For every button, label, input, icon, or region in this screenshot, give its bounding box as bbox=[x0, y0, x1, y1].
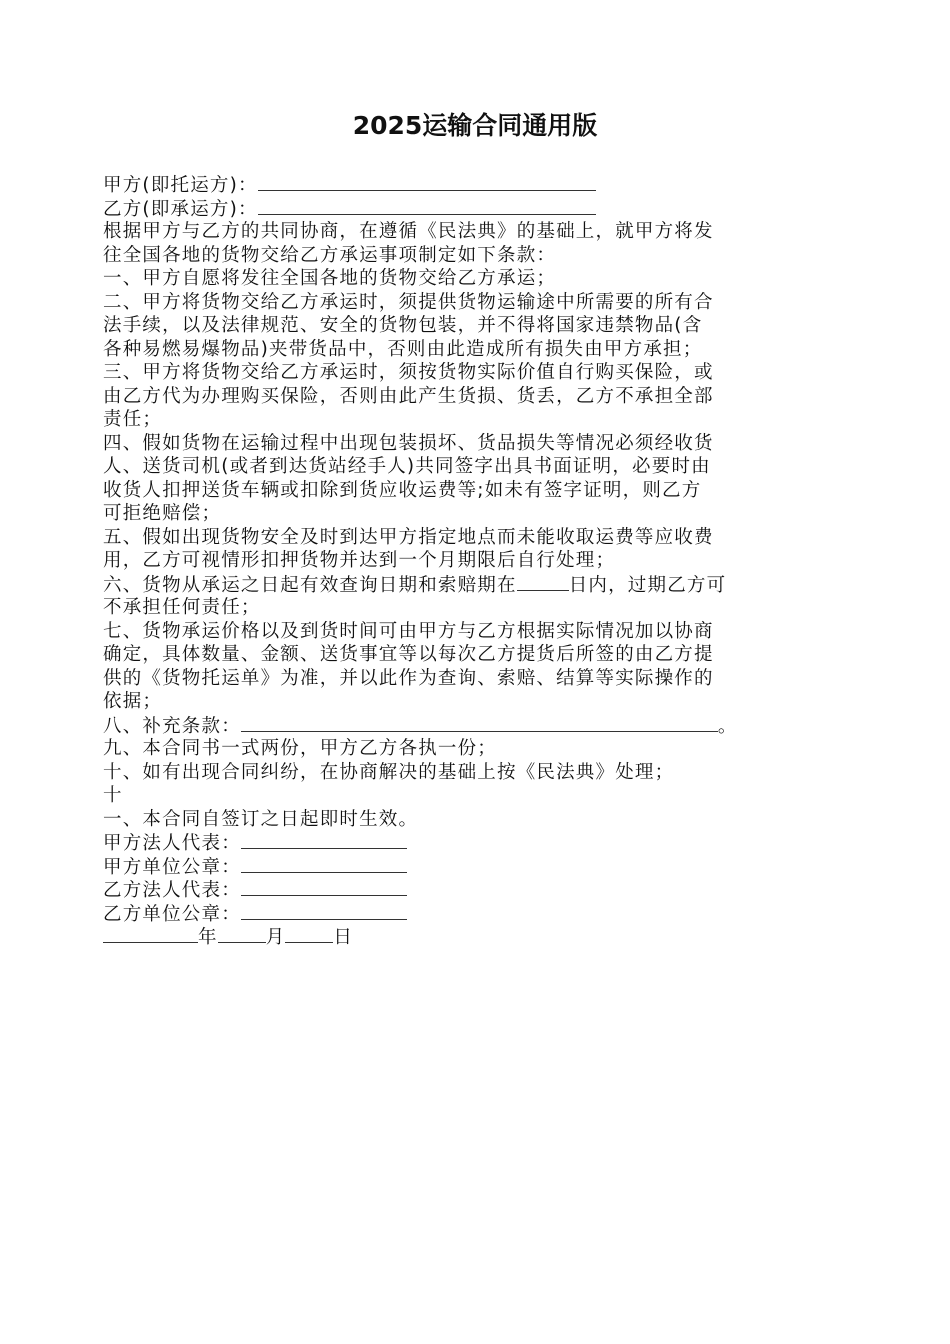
sig-a-seal-line bbox=[103, 855, 849, 879]
sig-b-seal-label: 乙方单位公章： bbox=[103, 903, 241, 925]
clause-4-line-2: 人、送货司机(或者到达货站经手人)共同签字出具书面证明，必要时由 bbox=[103, 456, 711, 477]
party-a-line bbox=[103, 173, 849, 197]
clause-3-line-1: 三、甲方将货物交给乙方承运时，须按货物实际价值自行购买保险，或 bbox=[103, 362, 714, 383]
clause-4-line-3: 收货人扣押送货车辆或扣除到货应收运费等;如未有签字证明，则乙方 bbox=[103, 479, 702, 501]
clause-1: 一、甲方自愿将发往全国各地的货物交给乙方承运； bbox=[103, 268, 557, 289]
year-blank bbox=[103, 925, 198, 943]
clause-11-line-1: 十 bbox=[103, 785, 123, 806]
party-a-blank bbox=[258, 173, 596, 191]
clause-7-line-3: 供的《货物托运单》为准，并以此作为查询、索赔、结算等实际操作的 bbox=[103, 667, 714, 689]
clause-6-line-1 bbox=[103, 573, 849, 597]
month-label: 月 bbox=[265, 927, 286, 948]
clause-5-line-2: 用，乙方可视情形扣押货物并达到一个月期限后自行处理； bbox=[103, 550, 616, 571]
sig-a-rep-label: 甲方法人代表： bbox=[103, 833, 241, 854]
clause-8-end: 。 bbox=[717, 715, 738, 737]
clause-6-text-a: 六、货物从承运之日起有效查询日期和索赔期在 bbox=[103, 574, 517, 596]
intro-line-2: 往全国各地的货物交给乙方承运事项制定如下条款： bbox=[103, 244, 557, 266]
clause-2-line-3: 各种易燃易爆物品)夹带货品中，否则由此造成所有损失由甲方承担； bbox=[103, 338, 703, 360]
clause-9: 九、本合同书一式两份，甲方乙方各执一份； bbox=[103, 738, 498, 759]
clause-8-label: 八、补充条款： bbox=[103, 715, 241, 737]
clause-6-text-b: 日内，过期乙方可 bbox=[568, 574, 727, 596]
clause-11-line-2: 一、本合同自签订之日起即时生效。 bbox=[103, 808, 419, 830]
party-b-label: 乙方(即承运方)： bbox=[103, 198, 258, 220]
clause-10: 十、如有出现合同纠纷，在协商解决的基础上按《民法典》处理； bbox=[103, 761, 675, 783]
clause-6-line-2: 不承担任何责任； bbox=[103, 597, 261, 618]
clause-7-line-2: 确定，具体数量、金额、送货事宜等以每次乙方提货后所签的由乙方提 bbox=[103, 644, 714, 665]
supplement-blank bbox=[241, 714, 718, 732]
clause-2-line-1: 二、甲方将货物交给乙方承运时，须提供货物运输途中所需要的所有合 bbox=[103, 291, 714, 313]
intro-line-1: 根据甲方与乙方的共同协商，在遵循《民法典》的基础上，就甲方将发 bbox=[103, 221, 714, 242]
year-label: 年 bbox=[198, 927, 218, 948]
day-blank bbox=[285, 925, 333, 943]
clause-5-line-1: 五、假如出现货物安全及时到达甲方指定地点而未能收取运费等应收费 bbox=[103, 526, 714, 548]
clause-2-line-2: 法手续，以及法律规范、安全的货物包装，并不得将国家违禁物品(含 bbox=[103, 315, 703, 336]
date-line bbox=[103, 925, 849, 949]
month-blank bbox=[218, 925, 266, 943]
day-label: 日 bbox=[333, 927, 354, 948]
sig-a-rep-line bbox=[103, 831, 849, 855]
sig-b-seal-line bbox=[103, 902, 849, 926]
sig-a-seal-label: 甲方单位公章： bbox=[103, 856, 241, 878]
days-blank bbox=[517, 573, 569, 591]
sig-b-rep-blank bbox=[241, 878, 407, 896]
clause-3-line-3: 责任； bbox=[103, 409, 163, 430]
clause-3-line-2: 由乙方代为办理购买保险，否则由此产生货损、货丢，乙方不承担全部 bbox=[103, 385, 714, 407]
sig-a-seal-blank bbox=[241, 855, 407, 873]
clause-7-line-4: 依据； bbox=[103, 691, 163, 712]
sig-b-rep-label: 乙方法人代表： bbox=[103, 880, 241, 901]
party-b-line bbox=[103, 197, 849, 221]
sig-a-rep-blank bbox=[241, 831, 407, 849]
clause-4-line-1: 四、假如货物在运输过程中出现包装损坏、货品损失等情况必须经收货 bbox=[103, 432, 714, 454]
sig-b-rep-line bbox=[103, 878, 849, 902]
party-b-blank bbox=[258, 197, 596, 215]
clause-7-line-1: 七、货物承运价格以及到货时间可由甲方与乙方根据实际情况加以协商 bbox=[103, 620, 714, 642]
party-a-label: 甲方(即托运方)： bbox=[103, 175, 258, 196]
clause-8-line bbox=[103, 714, 849, 738]
document-title: 2025运输合同通用版 bbox=[352, 111, 598, 140]
clause-4-line-4: 可拒绝赔偿； bbox=[103, 503, 222, 524]
sig-b-seal-blank bbox=[241, 902, 407, 920]
contract-body bbox=[103, 173, 849, 949]
